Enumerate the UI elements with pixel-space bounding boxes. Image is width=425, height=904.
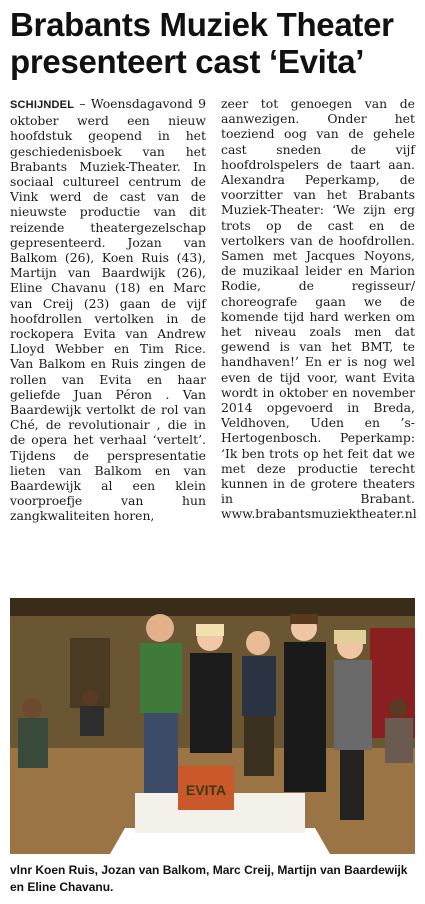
photo-caption: vlnr Koen Ruis, Jozan van Balkom, Marc Creij, Martijn van Baardewijk en Eline Chavanu. (10, 863, 408, 894)
headline-line-1: Brabants Muziek Theater (10, 6, 394, 43)
article-column-right (221, 96, 415, 522)
body-text-left: – Woensdagavond 9 oktober werd een nieuw hoofdstuk geopend in het geschiedenisboek van het Brabants Muziek-Theater. In sociaal cultureel centrum de Vink werd de cast van de nieuwste productie van dit reizende theatergezelschap gepresenteerd. Jozan van Balkom (26), Koen Ruis (43), Martijn van Baardwijk (26), Eline Chavanu (18) en Marc van Creij (23) gaan de vijf hoofdrollen vertolken in de rockopera Evita van Andrew Lloyd Webber en Tim Rice. Van Balkom en Ruis zingen de rollen van Evita en haar geliefde Juan Péron . Van Baardewijk vertolkt de rol van Ché, de revolutionair , die in de opera het verhaal ‘vertelt’. Tijdens de perspresentatie lieten van Balkom en van Baardewijk al een klein voorproefje van hun zangkwaliteiten horen, (10, 96, 206, 524)
dateline: SCHIJNDEL (10, 99, 75, 111)
article-paragraph-left (10, 96, 206, 524)
headline-line-2: presenteert cast ‘Evita’ (10, 43, 365, 80)
article-headline (10, 6, 420, 80)
cast-photo-illustration (10, 598, 415, 854)
cake-label: EVITA (185, 782, 227, 798)
body-text-right: zeer tot genoegen van de aanwezigen. Onder het toeziend oog van de gehele cast sneden de vijf hoofdrolspelers de taart aan. Alexandra Peperkamp, de voorzitter van het Brabants Muziek-Theater: ‘We zijn erg trots op de cast en de vertolkers van de hoofdrollen. Samen met Jacques Noyons, de muzikaal leider en Marion Rodie, de regisseur/ choreografe gaan we de komende tijd hard werken om het niveau zoals men dat gewend is van het BMT, te handhaven!’ En er is nog wel even de tijd voor, want Evita wordt in oktober en november 2014 opgevoerd in Breda, Veldhoven, Uden en ’s-Hertogenbosch. Peperkamp: ‘Ik ben trots op het feit dat we met deze productie terecht kunnen in de grotere theaters in Brabant. www.brabantsmuziektheater.nl (221, 96, 417, 522)
article-column-left (10, 96, 206, 524)
cast-photo (10, 598, 415, 854)
